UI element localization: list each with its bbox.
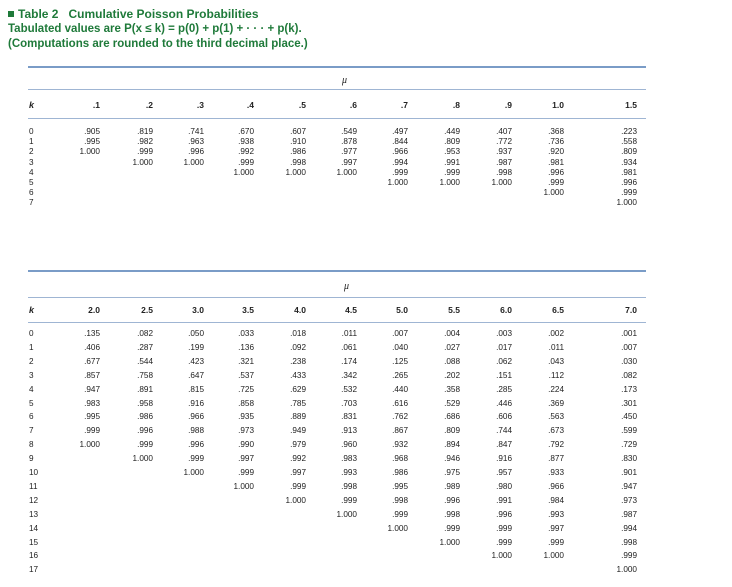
probability-cell: .997 — [548, 523, 564, 533]
probability-cell: .999 — [341, 495, 357, 505]
k-value: 12 — [29, 495, 39, 505]
probability-cell: .973 — [621, 495, 637, 505]
k-value: 16 — [29, 551, 39, 561]
probability-cell: .529 — [444, 398, 460, 408]
top-body-rule — [28, 118, 646, 119]
probability-cell: .953 — [444, 147, 460, 157]
probability-cell: .830 — [621, 454, 637, 464]
k-value: 0 — [29, 329, 34, 338]
probability-cell: 1.000 — [543, 188, 564, 198]
probability-cell: .877 — [548, 454, 564, 464]
probability-cell: .018 — [290, 329, 306, 338]
probability-cell: .999 — [444, 167, 460, 177]
probability-cell: .998 — [621, 537, 637, 547]
table-caption — [8, 7, 308, 52]
probability-cell: .033 — [238, 329, 254, 338]
mu-column-header: .1 — [92, 100, 100, 110]
probability-cell: .867 — [392, 426, 408, 436]
probability-cell: .061 — [341, 342, 357, 352]
probability-cell: .285 — [496, 384, 512, 394]
table-row — [0, 425, 732, 436]
k-value: 8 — [29, 440, 34, 450]
probability-cell: 1.000 — [439, 178, 460, 187]
probability-cell: .011 — [341, 329, 357, 338]
probability-cell: .809 — [621, 147, 637, 157]
k-value: 6 — [29, 412, 34, 422]
mu-column-header: 2.0 — [88, 305, 100, 315]
mu-column-header: .5 — [298, 100, 306, 110]
probability-cell: .963 — [188, 137, 204, 147]
probability-cell: .321 — [238, 356, 254, 366]
probability-cell: .999 — [290, 481, 306, 491]
probability-cell: .450 — [621, 412, 637, 422]
probability-cell: 1.000 — [387, 178, 408, 187]
bottom-body-rule — [28, 322, 646, 323]
probability-cell: .966 — [188, 412, 204, 422]
title-marker-icon — [8, 11, 14, 17]
probability-cell: .088 — [444, 356, 460, 366]
probability-cell: .920 — [548, 147, 564, 157]
k-column-header: k — [29, 100, 35, 110]
probability-cell: .544 — [137, 356, 153, 366]
k-value: 0 — [29, 127, 34, 136]
probability-cell: 1.000 — [285, 495, 306, 505]
probability-cell: .878 — [341, 137, 357, 147]
mu-column-header: 5.5 — [448, 305, 460, 315]
probability-cell: .369 — [548, 398, 564, 408]
probability-cell: .901 — [621, 468, 637, 477]
mu-column-header: .9 — [504, 100, 512, 110]
table-row — [0, 564, 732, 575]
probability-cell: .858 — [238, 398, 254, 408]
probability-cell: .847 — [496, 440, 512, 450]
probability-cell: .549 — [341, 127, 357, 136]
probability-cell: .986 — [392, 468, 408, 477]
probability-cell: .815 — [188, 384, 204, 394]
probability-cell: .647 — [188, 370, 204, 380]
probability-cell: .935 — [238, 412, 254, 422]
mu-column-header: 2.5 — [141, 305, 153, 315]
probability-cell: .990 — [238, 440, 254, 450]
probability-cell: .062 — [496, 356, 512, 366]
table-subtitle-1: Tabulated values are P(x ≤ k) = p(0) + p(1) + · · · + p(k). — [8, 23, 302, 35]
probability-cell: .224 — [548, 384, 564, 394]
top-table-rule — [28, 66, 646, 68]
probability-cell: .894 — [444, 440, 460, 450]
probability-cell: .968 — [392, 454, 408, 464]
probability-cell: .999 — [84, 426, 100, 436]
probability-cell: .996 — [137, 426, 153, 436]
probability-cell: .762 — [392, 412, 408, 422]
probability-cell: .998 — [392, 495, 408, 505]
mu-column-header: 4.5 — [345, 305, 357, 315]
probability-cell: .174 — [341, 356, 357, 366]
table-row — [0, 342, 732, 353]
probability-cell: .980 — [496, 481, 512, 491]
probability-cell: .966 — [548, 481, 564, 491]
probability-cell: .785 — [290, 398, 306, 408]
probability-cell: 1.000 — [132, 157, 153, 167]
probability-cell: .916 — [188, 398, 204, 408]
probability-cell: .991 — [496, 495, 512, 505]
probability-cell: .938 — [238, 137, 254, 147]
probability-cell: .934 — [621, 157, 637, 167]
mu-column-header: .6 — [349, 100, 357, 110]
probability-cell: .151 — [496, 370, 512, 380]
probability-cell: .983 — [84, 398, 100, 408]
probability-cell: .736 — [548, 137, 564, 147]
probability-cell: 1.000 — [439, 537, 460, 547]
probability-cell: .238 — [290, 356, 306, 366]
mu-column-header: 5.0 — [396, 305, 408, 315]
probability-cell: .670 — [238, 127, 254, 136]
probability-cell: .082 — [621, 370, 637, 380]
probability-cell: .136 — [238, 342, 254, 352]
bottom-table-rule — [28, 270, 646, 272]
top-header-rule — [28, 89, 646, 90]
table-title — [8, 7, 308, 22]
probability-cell: .001 — [621, 329, 637, 338]
probability-cell: .301 — [621, 398, 637, 408]
probability-cell: .433 — [290, 370, 306, 380]
probability-cell: .966 — [392, 147, 408, 157]
table-row — [0, 384, 732, 395]
k-value: 3 — [29, 370, 34, 380]
probability-cell: 1.000 — [616, 565, 637, 575]
table-row — [0, 370, 732, 381]
probability-cell: .889 — [290, 412, 306, 422]
mu-column-header: .2 — [145, 100, 153, 110]
probability-cell: .616 — [392, 398, 408, 408]
probability-cell: .996 — [444, 495, 460, 505]
bottom-mu-label: μ — [344, 281, 350, 292]
probability-cell: .223 — [621, 127, 637, 136]
probability-cell: .112 — [548, 370, 564, 380]
mu-column-header: .4 — [246, 100, 254, 110]
k-value: 2 — [29, 356, 34, 366]
probability-cell: 1.000 — [233, 167, 254, 177]
k-value: 14 — [29, 523, 39, 533]
probability-cell: .423 — [188, 356, 204, 366]
probability-cell: .017 — [496, 342, 512, 352]
probability-cell: .999 — [496, 523, 512, 533]
probability-cell: .440 — [392, 384, 408, 394]
probability-cell: .011 — [548, 342, 564, 352]
probability-cell: .135 — [84, 329, 100, 338]
probability-cell: .809 — [444, 426, 460, 436]
probability-cell: .986 — [290, 147, 306, 157]
probability-cell: .368 — [548, 127, 564, 136]
k-value: 15 — [29, 537, 39, 547]
probability-cell: 1.000 — [183, 157, 204, 167]
probability-cell: .050 — [188, 329, 204, 338]
probability-cell: 1.000 — [183, 468, 204, 477]
table-row — [0, 453, 732, 464]
probability-cell: .999 — [548, 537, 564, 547]
probability-cell: .999 — [496, 537, 512, 547]
table-row — [0, 537, 732, 548]
probability-cell: .998 — [496, 167, 512, 177]
probability-cell: .913 — [341, 426, 357, 436]
table-row — [0, 439, 732, 450]
probability-cell: .994 — [621, 523, 637, 533]
probability-cell: .563 — [548, 412, 564, 422]
probability-cell: .993 — [341, 468, 357, 477]
k-value: 7 — [29, 198, 34, 208]
probability-cell: .996 — [548, 167, 564, 177]
probability-cell: .831 — [341, 412, 357, 422]
k-value: 7 — [29, 426, 34, 436]
probability-cell: .082 — [137, 329, 153, 338]
probability-cell: .979 — [290, 440, 306, 450]
probability-cell: .027 — [444, 342, 460, 352]
probability-cell: .987 — [621, 509, 637, 519]
probability-cell: .933 — [548, 468, 564, 477]
probability-cell: .996 — [621, 178, 637, 187]
probability-cell: .905 — [84, 127, 100, 136]
mu-column-header: 3.5 — [242, 305, 254, 315]
probability-cell: 1.000 — [616, 198, 637, 208]
probability-cell: .725 — [238, 384, 254, 394]
probability-cell: .741 — [188, 127, 204, 136]
probability-cell: .977 — [341, 147, 357, 157]
probability-cell: .125 — [392, 356, 408, 366]
probability-cell: .997 — [290, 468, 306, 477]
k-value: 9 — [29, 454, 34, 464]
mu-column-header: .3 — [196, 100, 204, 110]
probability-cell: .998 — [444, 509, 460, 519]
table-subtitle-2: (Computations are rounded to the third decimal place.) — [8, 38, 308, 50]
probability-cell: .996 — [188, 440, 204, 450]
probability-cell: .983 — [341, 454, 357, 464]
probability-cell: .199 — [188, 342, 204, 352]
probability-cell: .982 — [137, 137, 153, 147]
probability-cell: .819 — [137, 127, 153, 136]
probability-cell: .997 — [238, 454, 254, 464]
k-value: 1 — [29, 137, 34, 147]
probability-cell: .686 — [444, 412, 460, 422]
probability-cell: .975 — [444, 468, 460, 477]
k-value: 5 — [29, 178, 34, 187]
probability-cell: .986 — [137, 412, 153, 422]
probability-cell: 1.000 — [543, 551, 564, 561]
probability-cell: .981 — [548, 157, 564, 167]
k-value: 6 — [29, 188, 34, 198]
table-row — [0, 550, 732, 561]
probability-cell: .999 — [621, 188, 637, 198]
probability-cell: .407 — [496, 127, 512, 136]
probability-cell: .947 — [621, 481, 637, 491]
probability-cell: .792 — [548, 440, 564, 450]
probability-cell: .844 — [392, 137, 408, 147]
probability-cell: .999 — [548, 178, 564, 187]
probability-cell: .891 — [137, 384, 153, 394]
probability-cell: .932 — [392, 440, 408, 450]
k-value: 4 — [29, 384, 34, 394]
probability-cell: .999 — [137, 147, 153, 157]
probability-cell: .003 — [496, 329, 512, 338]
mu-column-header: 1.0 — [552, 100, 564, 110]
mu-column-header: .7 — [400, 100, 408, 110]
probability-cell: .994 — [392, 157, 408, 167]
probability-cell: .173 — [621, 384, 637, 394]
probability-cell: .002 — [548, 329, 564, 338]
probability-cell: .992 — [290, 454, 306, 464]
probability-cell: .937 — [496, 147, 512, 157]
table-row — [0, 398, 732, 409]
probability-cell: .532 — [341, 384, 357, 394]
probability-cell: .996 — [496, 509, 512, 519]
k-value: 1 — [29, 342, 34, 352]
probability-cell: .999 — [392, 509, 408, 519]
probability-cell: .995 — [392, 481, 408, 491]
table-name: Cumulative Poisson Probabilities — [68, 7, 259, 21]
probability-cell: .998 — [341, 481, 357, 491]
table-number: Table 2 — [18, 7, 59, 21]
probability-cell: .947 — [84, 384, 100, 394]
probability-cell: 1.000 — [491, 178, 512, 187]
mu-column-header: .8 — [452, 100, 460, 110]
probability-cell: .957 — [496, 468, 512, 477]
probability-cell: .995 — [84, 137, 100, 147]
probability-cell: .406 — [84, 342, 100, 352]
probability-cell: .999 — [238, 468, 254, 477]
probability-cell: .449 — [444, 127, 460, 136]
table-row — [0, 328, 732, 339]
probability-cell: .989 — [444, 481, 460, 491]
probability-cell: .993 — [548, 509, 564, 519]
probability-cell: .984 — [548, 495, 564, 505]
probability-cell: .991 — [444, 157, 460, 167]
probability-cell: .703 — [341, 398, 357, 408]
top-mu-label: μ — [342, 75, 348, 86]
probability-cell: .599 — [621, 426, 637, 436]
k-value: 3 — [29, 157, 34, 167]
probability-cell: .202 — [444, 370, 460, 380]
probability-cell: .558 — [621, 137, 637, 147]
table-row — [0, 523, 732, 534]
probability-cell: .958 — [137, 398, 153, 408]
probability-cell: .446 — [496, 398, 512, 408]
probability-cell: .677 — [84, 356, 100, 366]
probability-cell: 1.000 — [336, 167, 357, 177]
k-value: 4 — [29, 167, 34, 177]
probability-cell: .287 — [137, 342, 153, 352]
mu-column-header: 7.0 — [625, 305, 637, 315]
probability-cell: .004 — [444, 329, 460, 338]
table-row — [0, 467, 732, 478]
probability-cell: .910 — [290, 137, 306, 147]
probability-cell: .758 — [137, 370, 153, 380]
probability-cell: .916 — [496, 454, 512, 464]
k-value: 13 — [29, 509, 39, 519]
table-row — [0, 481, 732, 492]
k-value: 11 — [29, 481, 38, 491]
probability-cell: .996 — [188, 147, 204, 157]
mu-column-header: 3.0 — [192, 305, 204, 315]
probability-cell: .537 — [238, 370, 254, 380]
probability-cell: .040 — [392, 342, 408, 352]
table-row — [0, 495, 732, 506]
probability-cell: .992 — [238, 147, 254, 157]
probability-cell: .973 — [238, 426, 254, 436]
probability-cell: .997 — [341, 157, 357, 167]
probability-cell: .729 — [621, 440, 637, 450]
probability-cell: .007 — [392, 329, 408, 338]
probability-cell: .995 — [84, 412, 100, 422]
table-row — [0, 509, 732, 520]
probability-cell: .043 — [548, 356, 564, 366]
probability-cell: .629 — [290, 384, 306, 394]
probability-cell: 1.000 — [285, 167, 306, 177]
table-row — [0, 411, 732, 422]
probability-cell: .949 — [290, 426, 306, 436]
probability-cell: 1.000 — [79, 440, 100, 450]
probability-cell: .946 — [444, 454, 460, 464]
probability-cell: .607 — [290, 127, 306, 136]
probability-cell: .857 — [84, 370, 100, 380]
probability-cell: 1.000 — [387, 523, 408, 533]
probability-cell: .999 — [621, 551, 637, 561]
k-value: 17 — [29, 565, 39, 575]
table-row — [0, 197, 732, 208]
probability-cell: .999 — [238, 157, 254, 167]
probability-cell: .960 — [341, 440, 357, 450]
probability-cell: .744 — [496, 426, 512, 436]
mu-column-header: 6.5 — [552, 305, 564, 315]
probability-cell: .342 — [341, 370, 357, 380]
bottom-header-rule — [28, 297, 646, 298]
probability-cell: .981 — [621, 167, 637, 177]
probability-cell: .987 — [496, 157, 512, 167]
k-column-header: k — [29, 305, 35, 315]
probability-cell: .092 — [290, 342, 306, 352]
probability-cell: .999 — [137, 440, 153, 450]
mu-column-header: 1.5 — [625, 100, 637, 110]
probability-cell: .988 — [188, 426, 204, 436]
probability-cell: 1.000 — [233, 481, 254, 491]
probability-cell: .999 — [392, 167, 408, 177]
probability-cell: .358 — [444, 384, 460, 394]
probability-cell: 1.000 — [491, 551, 512, 561]
k-value: 5 — [29, 398, 34, 408]
mu-column-header: 6.0 — [500, 305, 512, 315]
probability-cell: .998 — [290, 157, 306, 167]
k-value: 10 — [29, 468, 39, 477]
probability-cell: 1.000 — [132, 454, 153, 464]
probability-cell: 1.000 — [79, 147, 100, 157]
probability-cell: .999 — [188, 454, 204, 464]
probability-cell: .007 — [621, 342, 637, 352]
table-row — [0, 356, 732, 367]
mu-column-header: 4.0 — [294, 305, 306, 315]
probability-cell: .497 — [392, 127, 408, 136]
probability-cell: .772 — [496, 137, 512, 147]
probability-cell: .606 — [496, 412, 512, 422]
probability-cell: .265 — [392, 370, 408, 380]
probability-cell: .809 — [444, 137, 460, 147]
probability-cell: .030 — [621, 356, 637, 366]
k-value: 2 — [29, 147, 34, 157]
probability-cell: .673 — [548, 426, 564, 436]
probability-cell: .999 — [444, 523, 460, 533]
probability-cell: 1.000 — [336, 509, 357, 519]
